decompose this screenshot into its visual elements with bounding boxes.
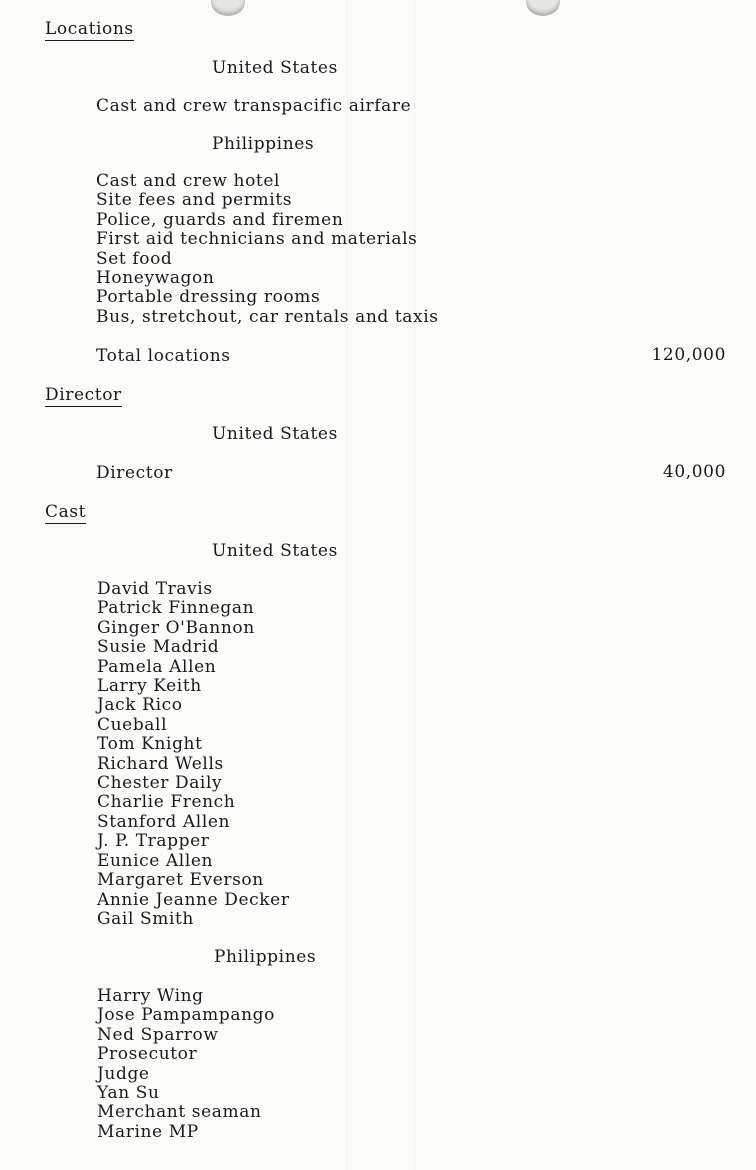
list-item: Charlie French — [97, 792, 236, 813]
director-amount: 40,000 — [662, 462, 726, 482]
list-item: Chester Daily — [97, 773, 223, 794]
list-item: Margaret Everson — [97, 870, 264, 891]
cast-us-list — [97, 580, 290, 929]
list-item: Harry Wing — [97, 986, 204, 1006]
list-item: Bus, stretchout, car rentals and taxis — [96, 306, 439, 327]
list-item: Police, guards and firemen — [96, 209, 344, 230]
list-item: Honeywagon — [96, 268, 215, 289]
list-item: First aid technicians and materials — [96, 229, 418, 250]
list-item: Stanford Allen — [97, 811, 231, 832]
list-item: J. P. Trapper — [97, 831, 210, 852]
punch-hole-right — [526, 0, 560, 16]
cast-ph-label: Philippines — [214, 947, 317, 967]
cast-ph-list — [97, 987, 275, 1142]
locations-total-label: Total locations — [96, 346, 231, 366]
list-item: Jack Rico — [97, 695, 183, 716]
director-item-label: Director — [96, 463, 173, 483]
locations-heading: Locations — [45, 19, 134, 39]
list-item: Patrick Finnegan — [97, 598, 255, 619]
list-item: Cast and crew hotel — [96, 171, 281, 191]
list-item: Set food — [96, 248, 173, 269]
list-item: Annie Jeanne Decker — [97, 889, 290, 910]
list-item: Merchant seaman — [97, 1102, 262, 1123]
list-item: Eunice Allen — [97, 850, 214, 871]
cast-heading: Cast — [45, 502, 87, 522]
locations-us-label: United States — [212, 58, 338, 78]
list-item: Tom Knight — [97, 734, 203, 755]
list-item: Ginger O'Bannon — [97, 617, 255, 638]
list-item: Susie Madrid — [97, 637, 220, 658]
locations-us-item: Cast and crew transpacific airfare — [96, 96, 412, 116]
list-item: Portable dressing rooms — [96, 287, 321, 308]
punch-hole-left — [211, 0, 245, 16]
list-item: Site fees and permits — [96, 190, 293, 211]
list-item: Larry Keith — [97, 676, 202, 697]
list-item: Prosecutor — [97, 1044, 198, 1065]
locations-ph-list — [96, 172, 439, 327]
locations-ph-label: Philippines — [212, 134, 315, 154]
list-item: Pamela Allen — [97, 656, 217, 677]
cast-us-label: United States — [212, 541, 338, 561]
list-item: Ned Sparrow — [97, 1024, 219, 1045]
list-item: Richard Wells — [97, 753, 224, 774]
list-item: David Travis — [97, 579, 213, 599]
list-item: Cueball — [97, 714, 168, 735]
locations-total-amount: 120,000 — [651, 345, 726, 365]
director-us-label: United States — [212, 424, 338, 444]
director-heading: Director — [45, 385, 122, 405]
list-item: Yan Su — [97, 1083, 160, 1104]
list-item: Gail Smith — [97, 908, 194, 929]
list-item: Marine MP — [97, 1121, 199, 1142]
list-item: Judge — [97, 1063, 150, 1084]
list-item: Jose Pampampango — [97, 1005, 275, 1026]
